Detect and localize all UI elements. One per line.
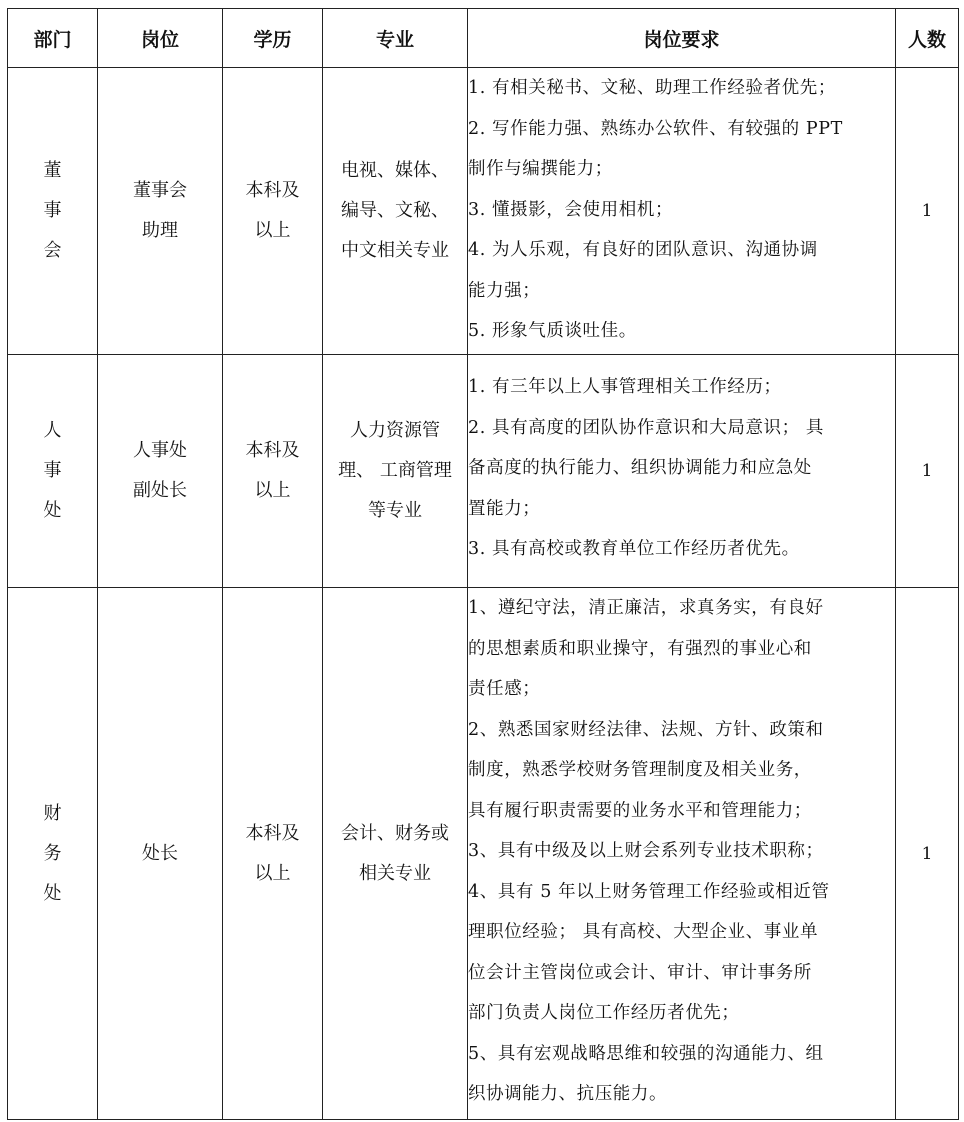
header-dept: 部门 bbox=[8, 9, 98, 68]
table-row bbox=[8, 68, 959, 355]
requirement-line: 制度，熟悉学校财务管理制度及相关业务， bbox=[468, 760, 812, 780]
requirement-line: 置能力； bbox=[468, 498, 541, 519]
position-line: 副处长 bbox=[133, 480, 187, 501]
requirement-line: 4、具有 5 年以上财务管理工作经验或相近管 bbox=[468, 881, 830, 902]
requirement-line: 制作与编撰能力； bbox=[468, 159, 613, 179]
dept-char: 处 bbox=[43, 882, 62, 904]
job-requirements-table bbox=[7, 8, 959, 1120]
requirement-line: 2. 写作能力强、熟练办公软件、有较强的 PPT bbox=[468, 118, 843, 139]
dept-cell bbox=[8, 68, 98, 355]
count-cell: 1 bbox=[896, 588, 959, 1120]
dept-char: 财 bbox=[43, 802, 62, 824]
requirement-line: 部门负责人岗位工作经历者优先； bbox=[468, 1003, 740, 1023]
requirement-line: 的思想素质和职业操守，有强烈的事业心和 bbox=[468, 638, 812, 659]
requirement-line: 责任感； bbox=[468, 679, 541, 699]
education-cell bbox=[223, 355, 323, 588]
dept-cell bbox=[8, 588, 98, 1120]
header-education: 学历 bbox=[223, 9, 323, 68]
education-line: 以上 bbox=[254, 480, 291, 501]
header-major: 专业 bbox=[323, 9, 468, 68]
dept-char: 会 bbox=[43, 240, 62, 261]
table-row bbox=[8, 355, 959, 588]
requirements-cell bbox=[468, 588, 896, 1120]
education-line: 本科及 bbox=[245, 822, 300, 844]
major-cell bbox=[323, 588, 468, 1120]
requirement-line: 理职位经验； 具有高校、大型企业、事业单 bbox=[468, 922, 819, 942]
requirement-line: 4. 为人乐观，有良好的团队意识、沟通协调 bbox=[468, 240, 818, 260]
requirement-line: 1. 有相关秘书、文秘、助理工作经验者优先； bbox=[468, 78, 836, 98]
requirement-line: 5. 形象气质谈吐佳。 bbox=[468, 321, 637, 341]
major-line: 相关专业 bbox=[359, 862, 431, 884]
education-line: 本科及 bbox=[245, 180, 300, 201]
major-line: 中文相关专业 bbox=[341, 240, 449, 261]
requirement-line: 2. 具有高度的团队协作意识和大局意识； 具 bbox=[468, 417, 825, 438]
requirements-cell bbox=[468, 68, 896, 355]
dept-cell bbox=[8, 355, 98, 588]
dept-char: 务 bbox=[43, 842, 62, 864]
requirement-line: 3. 懂摄影，会使用相机； bbox=[468, 199, 674, 220]
header-position: 岗位 bbox=[98, 9, 223, 68]
requirement-line: 织协调能力、抗压能力。 bbox=[468, 1084, 668, 1104]
requirement-line: 2、熟悉国家财经法律、法规、方针、政策和 bbox=[468, 719, 824, 740]
requirement-line: 备高度的执行能力、组织协调能力和应急处 bbox=[468, 458, 812, 478]
major-cell bbox=[323, 355, 468, 588]
position-line: 助理 bbox=[142, 220, 178, 241]
position-line: 处长 bbox=[142, 842, 178, 864]
position-cell bbox=[98, 355, 223, 588]
count-cell: 1 bbox=[896, 68, 959, 355]
major-line: 会计、财务或 bbox=[341, 822, 449, 844]
position-line: 人事处 bbox=[133, 440, 187, 461]
dept-char: 处 bbox=[43, 500, 62, 521]
education-line: 以上 bbox=[254, 862, 291, 884]
requirement-line: 能力强； bbox=[468, 280, 541, 301]
requirement-line: 3、具有中级及以上财会系列专业技术职称； bbox=[468, 841, 824, 861]
education-cell bbox=[223, 68, 323, 355]
major-line: 电视、媒体、 bbox=[341, 160, 449, 181]
dept-char: 董 bbox=[43, 160, 62, 181]
dept-char: 事 bbox=[43, 200, 62, 221]
header-count: 人数 bbox=[896, 9, 959, 68]
requirement-line: 1. 有三年以上人事管理相关工作经历； bbox=[468, 377, 782, 397]
requirement-line: 位会计主管岗位或会计、审计、审计事务所 bbox=[468, 962, 812, 983]
major-line: 等专业 bbox=[368, 500, 422, 521]
requirement-line: 3. 具有高校或教育单位工作经历者优先。 bbox=[468, 539, 800, 559]
position-line: 董事会 bbox=[133, 180, 187, 201]
major-line: 理、 工商管理 bbox=[338, 460, 452, 481]
requirement-line: 1、遵纪守法，清正廉洁，求真务实，有良好 bbox=[468, 598, 824, 618]
requirement-line: 5、具有宏观战略思维和较强的沟通能力、组 bbox=[468, 1043, 824, 1064]
education-line: 本科及 bbox=[245, 440, 300, 461]
dept-char: 事 bbox=[43, 460, 62, 481]
major-line: 人力资源管 bbox=[350, 420, 440, 441]
header-row bbox=[8, 9, 959, 68]
requirement-line: 具有履行职责需要的业务水平和管理能力； bbox=[468, 800, 812, 821]
requirements-cell bbox=[468, 355, 896, 588]
count-cell: 1 bbox=[896, 355, 959, 588]
dept-char: 人 bbox=[43, 420, 62, 441]
education-line: 以上 bbox=[254, 220, 291, 241]
table-row bbox=[8, 588, 959, 1120]
position-cell bbox=[98, 588, 223, 1120]
major-cell bbox=[323, 68, 468, 355]
major-line: 编导、文秘、 bbox=[341, 200, 449, 221]
header-requirements: 岗位要求 bbox=[468, 9, 896, 68]
position-cell bbox=[98, 68, 223, 355]
education-cell bbox=[223, 588, 323, 1120]
